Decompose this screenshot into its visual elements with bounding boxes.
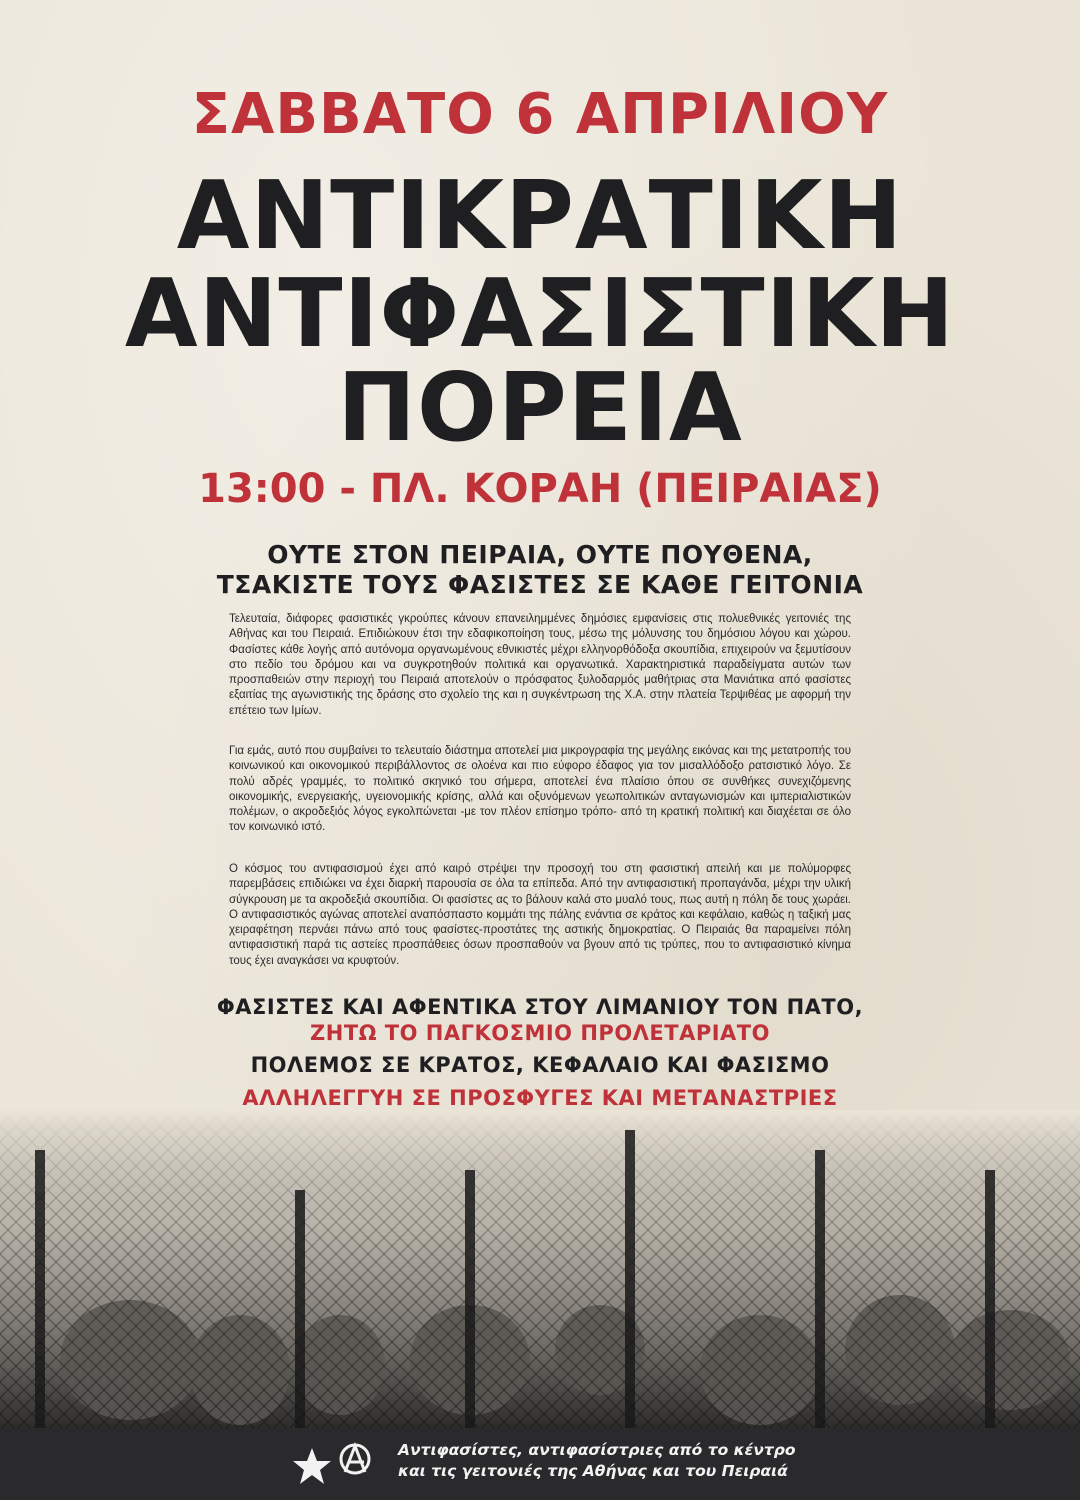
body-paragraph-2: Για εμάς, αυτό που συμβαίνει το τελευταίο διάστημα αποτελεί μια μικρογραφία της μεγάλης εικόνας και της μετατροπής του κοινωνικού και οικονομικού περιβάλλοντος σε ολοένα και πιο εύφορο έδαφος για τον μισαλλόδοξο ρατσιστικό λόγο. Σε πολύ αδρές γραμμές, το πολιτικό σκηνικό του σήμερα, αποτελεί ένα πλαίσιο όπου σε συνθήκες συνεχιζόμενης οικονομικής, ενεργειακής, υγειονομικής κρίσης, αλλά και οξυνόμενων γεωπολιτικών ανταγωνισμών και ιμπεριαλιστικών πολέμων, ο ακροδεξιός λόγος εγκολπώνεται -με τον πλέον επίσημο τρόπο- από τη κρατική πολιτική και διαχέεται σε όλο τον κοινωνικό ιστό.	[229, 745, 851, 834]
star-icon	[292, 1446, 332, 1486]
slogan-line-1: ΟΥΤΕ ΣΤΟΝ ΠΕΙΡΑΙΑ, ΟΥΤΕ ΠΟΥΘΕΝΑ,	[267, 540, 813, 569]
title-line-1: ΑΝΤΙΚΡΑΤΙΚΗ	[176, 162, 904, 271]
signature-line-2: και τις γειτονιές της Αθήνας και του Πειραιά	[398, 1462, 788, 1480]
title-line-2: ΑΝΤΙΦΑΣΙΣΤΙΚΗ	[124, 260, 956, 369]
event-date: ΣΑΒΒΑΤΟ 6 ΑΠΡΙΛΙΟΥ	[191, 82, 889, 147]
chant-line-3: ΠΟΛΕΜΟΣ ΣΕ ΚΡΑΤΟΣ, ΚΕΦΑΛΑΙΟ ΚΑΙ ΦΑΣΙΣΜΟ	[250, 1053, 830, 1077]
slogan-line-2: ΤΣΑΚΙΣΤΕ ΤΟΥΣ ΦΑΣΙΣΤΕΣ ΣΕ ΚΑΘΕ ΓΕΙΤΟΝΙΑ	[216, 570, 864, 599]
fence-crowd-illustration	[0, 1110, 1080, 1428]
chant-line-1: ΦΑΣΙΣΤΕΣ ΚΑΙ ΑΦΕΝΤΙΚΑ ΣΤΟΥ ΛΙΜΑΝΙΟΥ ΤΟΝ ΠΑΤΟ,	[216, 995, 864, 1019]
body-paragraph-3: Ο κόσμος του αντιφασισμού έχει από καιρό στρέψει την προσοχή του στη φασιστική απειλή και με πολύμορφες παρεμβάσεις επιδιώκει να έχει διαρκή παρουσία σε όλα τα επίπεδα. Από την αντιφασιστική προπαγάνδα, μέχρι την υλική σύγκρουση με τα ακροδεξιά σκουπίδια. Οι φασίστες ας το βάλουν καλά στο μυαλό τους, πως αυτή η πόλη δε τους χωράει. Ο αντιφασιστικός αγώνας αποτελεί αναπόσπαστο κομμάτι της πάλης ενάντια σε κράτος και κεφάλαιο, καθώς η ταξική μας χειραφέτηση περνάει πάνω από τους φασίστες-προστάτες της αστικής δημοκρατίας. Ο Πειραιάς θα παραμείνει πόλη αντιφασιστική παρά τις αστείες προσπάθειες όσων προσπαθούν να βγουν από τις τρύπες, που το αντιφασιστικό κίνημα τους έχει αναγκάσει να κρυφτούν.	[229, 863, 851, 967]
body-paragraph-1: Τελευταία, διάφορες φασιστικές γκρούπες κάνουν επανειλημμένες δημόσιες εμφανίσεις στις πολυεθνικές γειτονιές της Αθήνας και του Πειραιά. Επιδιώκουν έτσι την εδαφικοποίηση τους, μέσω της μόλυνσης του δημόσιου λόγου και χώρου. Φασίστες κάθε λογής από αυτόνομα οργανωμένους εθνικιστές μέχρι ελληνορθόδοξα σκουπίδια, επιχειρούν να ξεμυτίσουν στο πεδίο του δρόμου και να συγκροτηθούν πολιτικά και οργανωτικά. Χαρακτηριστικά παραδείγματα αυτών των προσπαθειών στην περιοχή του Πειραιά αποτελούν ο πρόσφατος ξυλοδαρμός μαθήτριας στα Μανιάτικα από φασίστες εξαιτίας της αγωνιστικής της δράσης στο σχολείο της και η συγκέντρωση της Χ.Α. στην πλατεία Τερψιθέας με αφορμή την επέτειο των Ιμίων.	[229, 613, 851, 717]
anarchy-icon	[338, 1442, 372, 1476]
signature	[398, 1440, 818, 1482]
chant-line-2: ΖΗΤΩ ΤΟ ΠΑΓΚΟΣΜΙΟ ΠΡΟΛΕΤΑΡΙΑΤΟ	[310, 1021, 770, 1045]
signature-line-1: Αντιφασίστες, αντιφασίστριες από το κέντρο	[398, 1441, 796, 1459]
chant-line-4: ΑΛΛΗΛΕΓΓΥΗ ΣΕ ΠΡΟΣΦΥΓΕΣ ΚΑΙ ΜΕΤΑΝΑΣΤΡΙΕΣ	[242, 1086, 838, 1110]
time-and-place: 13:00 - ΠΛ. ΚΟΡΑΗ (ΠΕΙΡΑΙΑΣ)	[198, 466, 882, 512]
footer-bar	[0, 1428, 1080, 1500]
title-line-3: ΠΟΡΕΙΑ	[337, 354, 743, 463]
